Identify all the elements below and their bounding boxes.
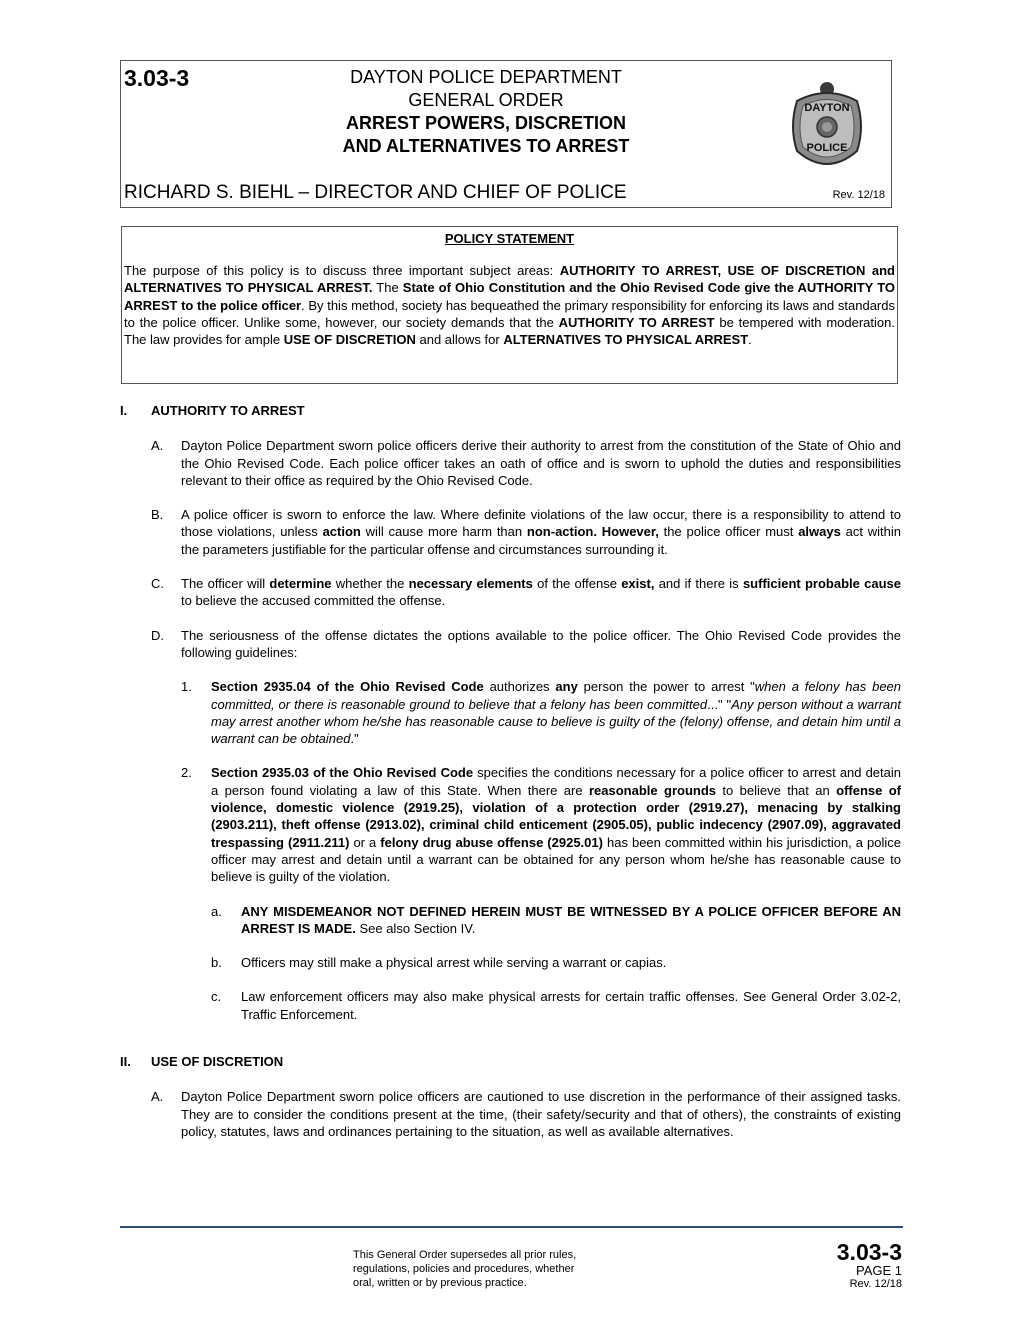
notice-line: regulations, policies and procedures, whether [353, 1263, 575, 1275]
item-text: A police officer is sworn to enforce the law. Where definite violations of the law occur, there is a responsibility to attend to those violations, unless action will cause more harm than non-action. However, the police officer must always act within the parameters justifiable for the particular offense and circumstances surrounding it. [181, 507, 902, 557]
section-number: I. [120, 403, 128, 418]
item-text: Dayton Police Department sworn police officers derive their authority to arrest from the constitution of the State of Ohio and the Ohio Revised Code. Each police officer takes an oath of office and is sworn to uphold the duties and responsibilities relevant to their office as required by the Ohio Revised Code. [181, 438, 901, 488]
doc-number: 3.03-3 [124, 65, 190, 91]
notice-line: This General Order supersedes all prior rules, [353, 1249, 577, 1261]
item-text: ANY MISDEMEANOR NOT DEFINED HEREIN MUST BE WITNESSED BY A POLICE OFFICER BEFORE AN ARREST IS MADE. See also Section IV. [241, 903, 901, 936]
supersedes-notice [353, 1248, 576, 1290]
list-item [211, 988, 901, 1023]
item-text: Section 2935.04 of the Ohio Revised Code authorizes any person the power to arrest "when a felony has been committed, or there is reasonable ground to believe that a felony has been committed..." "Any person without a warrant may arrest another whom he/she has reasonable cause to believe is guilty of the (felony) offense, and detain him until a warrant can be obtained." [211, 679, 902, 747]
item-text: The officer will determine whether the necessary elements of the offense exist, and if there is sufficient probable cause to believe the accused committed the offense. [181, 576, 901, 609]
badge-bottom-text: POLICE [806, 142, 848, 154]
item-label: c. [211, 989, 222, 1005]
policy-text: The purpose of this policy is to discuss three important subject areas: AUTHORITY TO ARREST, USE OF DISCRETION and ALTERNATIVES TO PHYSICAL ARREST. The State of Ohio Constitution and the Ohio Revised Code give the AUTHORITY TO ARREST to the police officer. By this method, society has bequeathed the primary responsibility for enforcing its laws and standards to the police officer. Unlike some, however, our society demands that the AUTHORITY TO ARREST be tempered with moderation. The law provides for ample USE OF DISCRETION and allows for ALTERNATIVES TO PHYSICAL ARREST. [124, 263, 896, 348]
header-box [120, 60, 892, 208]
section-heading [120, 402, 901, 419]
footer-doc-number: 3.03-3 [836, 1239, 902, 1265]
item-label: B. [151, 507, 164, 523]
item-label: C. [151, 576, 164, 592]
section-title: USE OF DISCRETION [151, 1054, 284, 1070]
item-label: b. [211, 955, 222, 971]
title-block [341, 66, 631, 158]
item-label: 2. [181, 765, 192, 781]
footer-revision: Rev. 12/18 [849, 1278, 902, 1290]
list-item [151, 1088, 901, 1140]
badge-top-text: DAYTON [804, 102, 850, 114]
policy-statement-box [121, 226, 898, 384]
police-badge-logo [789, 81, 865, 173]
item-label: A. [151, 438, 164, 454]
policy-title: POLICY STATEMENT [444, 231, 575, 246]
footer-page-info [837, 1240, 902, 1291]
list-item [211, 903, 901, 938]
item-text: The seriousness of the offense dictates the options available to the police officer. The Ohio Revised Code provides the following guidelines: [181, 627, 901, 660]
section-title: AUTHORITY TO ARREST [151, 403, 305, 418]
list-item [151, 627, 901, 662]
list-item [211, 954, 901, 971]
list-item [151, 575, 901, 610]
item-label: 1. [181, 679, 192, 695]
item-label: D. [151, 627, 164, 643]
page-number: PAGE 1 [855, 1263, 902, 1278]
list-item [181, 678, 901, 747]
item-text: Officers may still make a physical arrest while serving a warrant or capias. [241, 955, 667, 971]
item-text: Law enforcement officers may also make physical arrests for certain traffic offenses. See General Order 3.02-2, Traffic Enforcement. [241, 989, 901, 1022]
order-title-line1: ARREST POWERS, DISCRETION [345, 113, 627, 133]
notice-line: oral, written or by previous practice. [353, 1277, 527, 1289]
item-text: Section 2935.03 of the Ohio Revised Code specifies the conditions necessary for a police officer to arrest and detain a person found violating a law of this State. When there are reasonable grounds to believe that an offense of violence, domestic violence (2919.25), violation of a protection order (2919.27), menacing by stalking (2903.211), theft offense (2913.02), criminal child enticement (2905.05), public indecency (2907.09), aggravated trespassing (2911.211) or a felony drug abuse offense (2925.01) has been committed within his jurisdiction, a police officer may arrest and detain until a warrant can be obtained for any person whom he/she has reasonable cause to believe is guilty of the violation. [211, 765, 902, 885]
item-text: Dayton Police Department sworn police officers are cautioned to use discretion in the performance of their assigned tasks. They are to consider the conditions present at the time, (their safety/security and that of others), the constraints of existing policy, statutes, laws and ordinances pertaining to the situation, as well as available alternatives. [181, 1089, 901, 1139]
header-revision: Rev. 12/18 [832, 189, 885, 201]
list-item [151, 437, 901, 489]
department-name: DAYTON POLICE DEPARTMENT [350, 67, 622, 87]
section-number: II. [120, 1054, 131, 1070]
order-type: GENERAL ORDER [408, 90, 564, 110]
list-item [151, 506, 901, 558]
item-label: a. [211, 903, 222, 919]
main-body [120, 400, 901, 1140]
item-label: A. [151, 1089, 164, 1105]
order-title-line2: AND ALTERNATIVES TO ARREST [342, 136, 630, 156]
footer-divider [120, 1226, 903, 1228]
list-item [181, 764, 901, 885]
section-heading [120, 1053, 901, 1070]
chief-name: RICHARD S. BIEHL – DIRECTOR AND CHIEF OF POLICE [124, 182, 627, 203]
